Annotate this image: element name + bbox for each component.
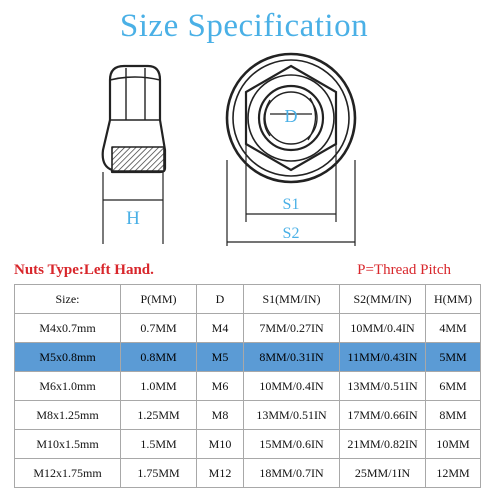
table-row xyxy=(15,401,481,430)
d-label: D xyxy=(284,106,298,126)
table-cell: 1.5MM xyxy=(121,430,197,459)
table-row xyxy=(15,372,481,401)
s2-label: S2 xyxy=(282,225,300,242)
table-header-cell: D xyxy=(197,285,244,314)
table-cell: M5x0.8mm xyxy=(15,343,121,372)
table-cell: M4x0.7mm xyxy=(15,314,121,343)
table-cell: 13MM/0.51IN xyxy=(340,372,426,401)
table-cell: 10MM xyxy=(426,430,481,459)
table-cell: 13MM/0.51IN xyxy=(244,401,340,430)
page-title: Size Specification xyxy=(119,8,369,44)
table-cell: M8x1.25mm xyxy=(15,401,121,430)
table-row xyxy=(15,430,481,459)
table-cell: M12x1.75mm xyxy=(15,459,121,488)
nut-dimension-drawing xyxy=(0,52,488,252)
table-cell: 25MM/1IN xyxy=(340,459,426,488)
table-cell: M10x1.5mm xyxy=(15,430,121,459)
table-cell: 5MM xyxy=(426,343,481,372)
table-header-cell: P(MM) xyxy=(121,285,197,314)
table-header-row xyxy=(15,285,481,314)
table-cell: 0.7MM xyxy=(121,314,197,343)
table-cell: 4MM xyxy=(426,314,481,343)
table-row xyxy=(15,343,481,372)
table-header-cell: S1(MM/IN) xyxy=(244,285,340,314)
table-cell: 8MM xyxy=(426,401,481,430)
nut-type-note: Nuts Type:Left Hand. xyxy=(14,262,154,278)
table-cell: M12 xyxy=(197,459,244,488)
table-cell: 7MM/0.27IN xyxy=(244,314,340,343)
table-cell: M5 xyxy=(197,343,244,372)
table-cell: M8 xyxy=(197,401,244,430)
table-cell: 21MM/0.82IN xyxy=(340,430,426,459)
table-cell: 1.0MM xyxy=(121,372,197,401)
table-cell: 15MM/0.6IN xyxy=(244,430,340,459)
table-cell: 17MM/0.66IN xyxy=(340,401,426,430)
table-cell: 12MM xyxy=(426,459,481,488)
table-cell: M4 xyxy=(197,314,244,343)
h-label: H xyxy=(126,208,140,229)
table-cell: M6x1.0mm xyxy=(15,372,121,401)
table-header-cell: S2(MM/IN) xyxy=(340,285,426,314)
size-spec-table xyxy=(14,284,481,488)
table-cell: 10MM/0.4IN xyxy=(340,314,426,343)
table-cell: 11MM/0.43IN xyxy=(340,343,426,372)
table-cell: 18MM/0.7IN xyxy=(244,459,340,488)
table-row xyxy=(15,459,481,488)
table-header-cell: Size: xyxy=(15,285,121,314)
thread-pitch-note: P=Thread Pitch xyxy=(357,262,451,278)
s1-label: S1 xyxy=(282,196,300,213)
table-cell: 10MM/0.4IN xyxy=(244,372,340,401)
table-cell: 1.25MM xyxy=(121,401,197,430)
table-cell: 6MM xyxy=(426,372,481,401)
table-cell: 0.8MM xyxy=(121,343,197,372)
table-cell: M10 xyxy=(197,430,244,459)
table-cell: 8MM/0.31IN xyxy=(244,343,340,372)
table-cell: M6 xyxy=(197,372,244,401)
table-header-cell: H(MM) xyxy=(426,285,481,314)
nut-side-view xyxy=(103,66,165,172)
table-row xyxy=(15,314,481,343)
table-cell: 1.75MM xyxy=(121,459,197,488)
